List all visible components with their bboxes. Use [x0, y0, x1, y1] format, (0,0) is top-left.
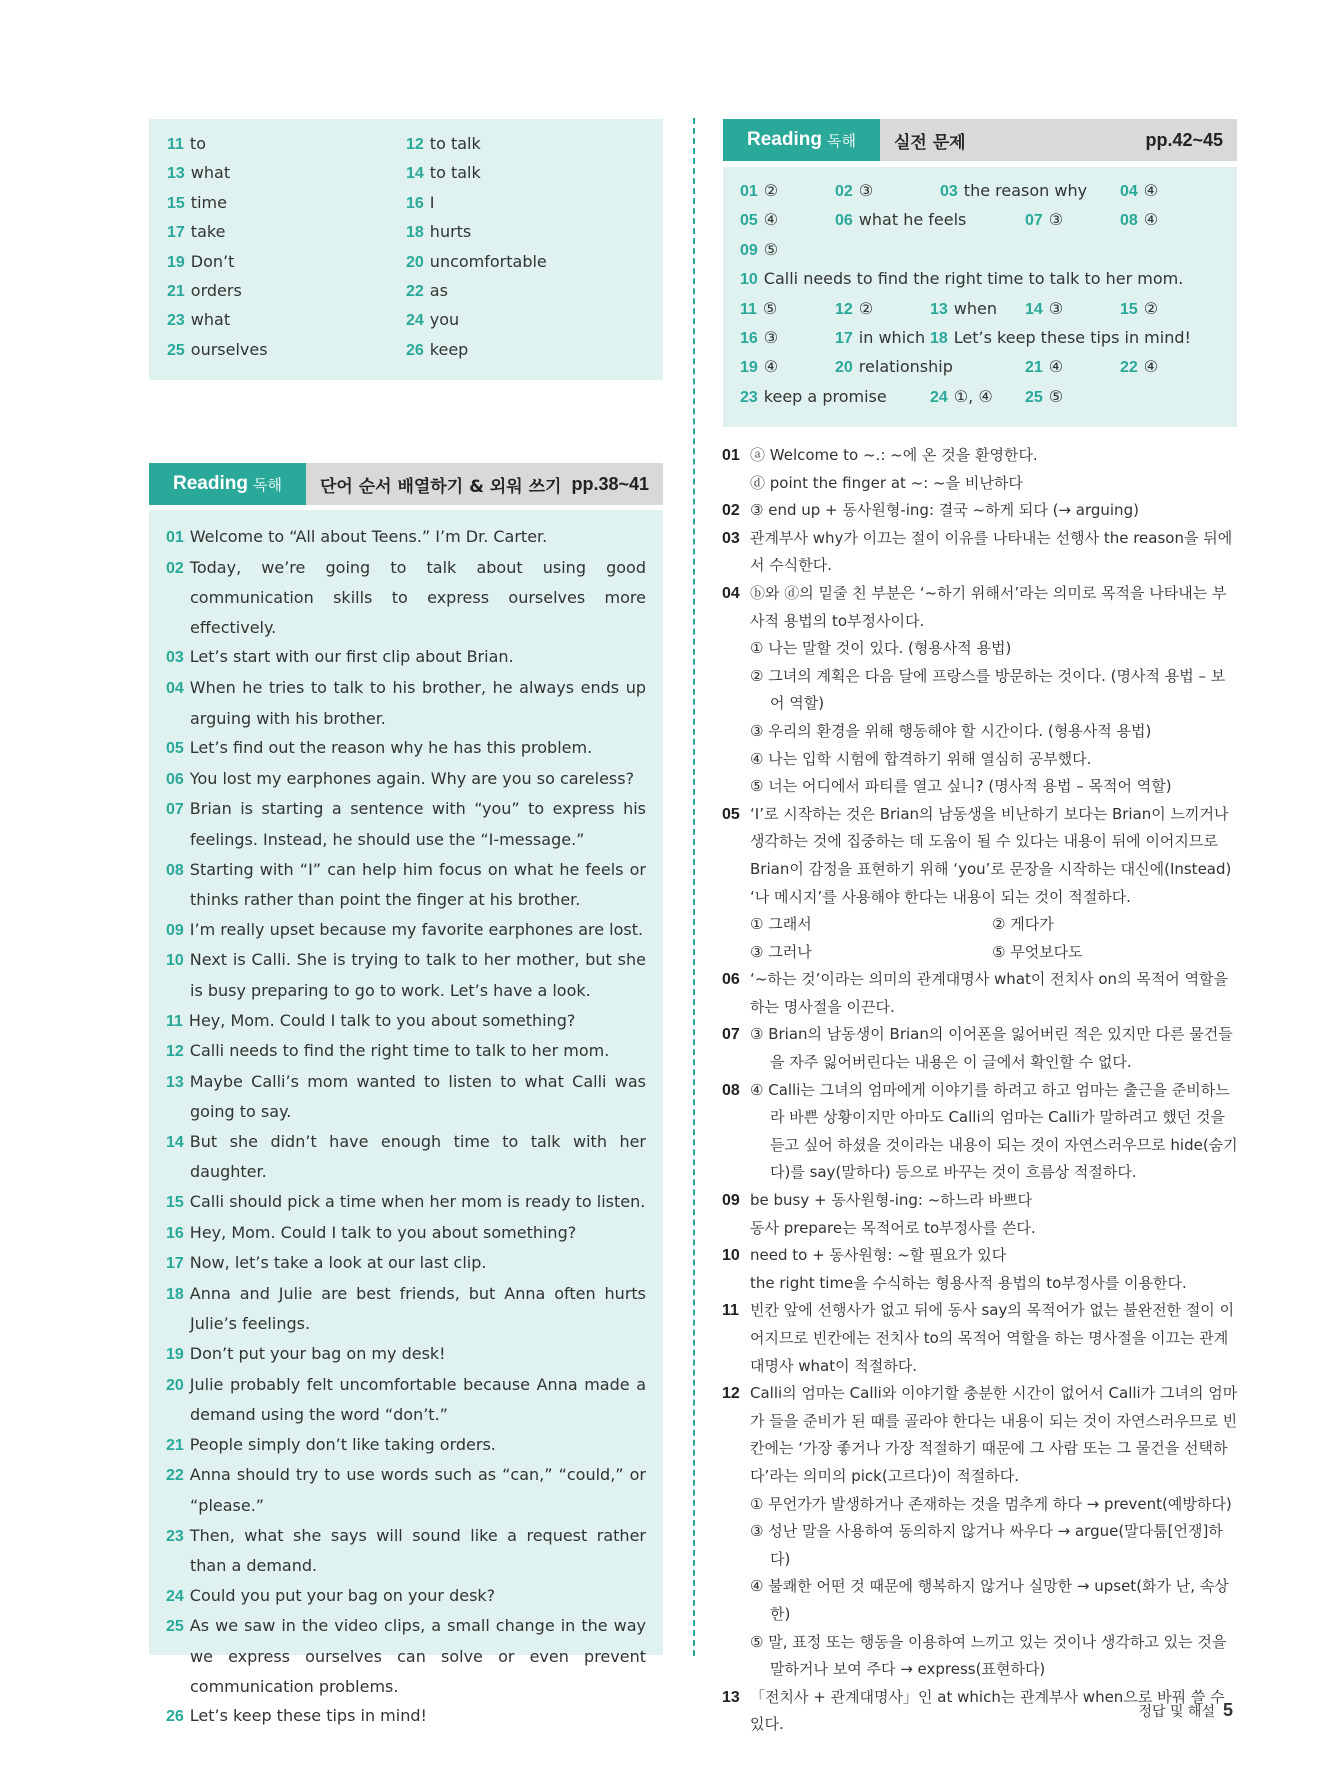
- answer-number: 13: [167, 165, 185, 183]
- explanation-body: [750, 801, 1238, 967]
- explanation-number: 08: [722, 1081, 740, 1099]
- answer-text: time: [190, 192, 227, 212]
- item-text: Calli needs to find the right time to talk to her mom.: [189, 1041, 610, 1061]
- explanation-line: 빈칸 앞에 선행사가 없고 뒤에 동사 say의 목적어가 없는 불완전한 절이 이어지므로 빈칸에는 전치사 to의 목적어 역할을 하는 명사절을 이끄는 관계대명사 what이 적절하다.: [750, 1301, 1235, 1375]
- explanation-line: 동사 prepare는 목적어로 to부정사를 쓴다.: [750, 1218, 1036, 1237]
- answer-item: [835, 298, 873, 321]
- explanation-item: [722, 442, 1238, 497]
- item-number: 14: [166, 1133, 184, 1151]
- reading-tag-sub: 독해: [252, 475, 282, 494]
- item-text: Could you put your bag on your desk?: [189, 1585, 496, 1605]
- reading-item: [166, 1430, 646, 1461]
- item-number: 05: [166, 740, 184, 758]
- explanation-line: 관계부사 why가 이끄는 절이 이유를 나타내는 선행사 the reason을 뒤에서 수식한다.: [750, 528, 1233, 575]
- reading-item: [166, 1339, 646, 1370]
- answer-number: 15: [1120, 300, 1138, 318]
- answer-number: 07: [1025, 212, 1043, 230]
- item-text: Brian is starting a sentence with “you” to express his feelings. Instead, he should use the “I-message.”: [189, 799, 646, 849]
- answer-number: 26: [406, 341, 424, 359]
- answer-item: [930, 327, 1191, 350]
- answer-text: relationship: [858, 357, 953, 377]
- answer-text: what: [190, 163, 231, 183]
- answer-item: [167, 221, 225, 243]
- explanation-line: ‘I’로 시작하는 것은 Brian의 남동생을 비난하기 보다는 Brian이 느끼거나 생각하는 것에 집중하는 데 도움이 될 수 있다는 내용이 뒤에 이어지므로 Brian이 감정을 표현하기 위해 ‘you’로 문장을 시작하는 대신에(Instead) ‘나 메시지’를 사용해야 한다는 내용이 되는 것이 적절하다.: [750, 804, 1232, 906]
- reading-item: [166, 1611, 646, 1701]
- answer-number: 12: [406, 136, 424, 153]
- answer-item: [167, 251, 234, 273]
- answer-item: [1025, 356, 1063, 379]
- explanation-option: ⑤ 너는 어디에서 파티를 열고 싶니? (명사적 용법 – 목적어 역할): [750, 777, 1172, 796]
- item-number: 08: [166, 861, 184, 879]
- reading-item: [166, 553, 646, 643]
- left-section-header: [149, 463, 663, 505]
- section-pages: pp.42~45: [1145, 129, 1223, 150]
- explanation-option: ④ 불쾌한 어떤 것 때문에 행복하지 않거나 실망한 → upset(화가 난, 속상한): [750, 1577, 1229, 1623]
- answer-number: 20: [406, 253, 424, 271]
- answer-item: [740, 356, 778, 379]
- answer-text: ourselves: [190, 339, 268, 359]
- item-number: 15: [166, 1194, 184, 1212]
- answer-item: [835, 209, 966, 232]
- reading-item: [166, 1036, 646, 1067]
- answer-number: 25: [167, 341, 185, 359]
- item-text: Starting with “I” can help him focus on what he feels or thinks rather than point the finger at his brother.: [189, 859, 646, 910]
- answer-number: 02: [835, 183, 853, 200]
- item-text: Maybe Calli’s mom wanted to listen to what Calli was going to say.: [189, 1071, 646, 1122]
- item-number: 04: [166, 679, 184, 697]
- reading-item: [166, 642, 646, 673]
- explanation-option: ⑤ 무엇보다도: [992, 942, 1083, 961]
- answer-text: keep a promise: [763, 386, 887, 406]
- explanation-number: 05: [722, 805, 740, 823]
- item-text: Anna and Julie are best friends, but Anna often hurts Julie’s feelings.: [189, 1283, 646, 1334]
- section-title: 실전 문제: [893, 132, 966, 153]
- explanation-line: ⓐ Welcome to ~.: ~에 온 것을 환영한다.: [750, 446, 1038, 464]
- answer-item: [406, 309, 459, 331]
- answer-item: [1120, 298, 1158, 321]
- explanation-option: ① 그래서: [750, 915, 812, 934]
- answer-number: 05: [740, 212, 758, 230]
- item-text: When he tries to talk to his brother, he always ends up arguing with his brother.: [189, 677, 646, 728]
- answer-item: [835, 180, 873, 203]
- explanation-number: 13: [722, 1688, 740, 1706]
- answer-text: ④: [763, 357, 779, 377]
- answer-number: 22: [1120, 359, 1138, 377]
- reading-tag-label: Reading: [747, 129, 822, 150]
- item-text: Then, what she says will sound like a request rather than a demand.: [189, 1525, 646, 1576]
- explanation-item: [722, 1077, 1238, 1187]
- reading-tag: [149, 463, 306, 505]
- explanation-item: [722, 1380, 1238, 1684]
- explanation-option: ③ 우리의 환경을 위해 행동해야 할 시간이다. (형용사적 용법): [750, 721, 1152, 740]
- section-pages: pp.38~41: [571, 473, 649, 494]
- answer-number: 19: [167, 253, 185, 271]
- answer-number: 14: [1025, 300, 1043, 318]
- reading-item: [166, 1701, 646, 1732]
- item-number: 10: [166, 952, 184, 970]
- page-number: 5: [1222, 1700, 1233, 1720]
- reading-item: [166, 1006, 646, 1037]
- answer-text: ①, ④: [953, 386, 993, 406]
- item-text: Don’t put your bag on my desk!: [189, 1344, 446, 1364]
- answer-text: to talk: [429, 163, 481, 183]
- answer-item: [406, 192, 435, 214]
- item-number: 07: [166, 801, 184, 819]
- answer-text: ③: [1048, 298, 1064, 318]
- answer-number: 17: [167, 224, 185, 242]
- explanation-item: [722, 966, 1238, 1021]
- reading-tag: [723, 119, 880, 161]
- explanation-number: 09: [722, 1192, 740, 1210]
- item-text: Now, let’s take a look at our last clip.: [189, 1253, 487, 1273]
- item-number: 11: [166, 1012, 183, 1030]
- item-text: Anna should try to use words such as “can,” “could,” or “please.”: [189, 1465, 646, 1515]
- answer-text: when: [953, 298, 998, 318]
- top-answers: [149, 119, 663, 380]
- item-number: 02: [166, 559, 184, 577]
- answer-number: 18: [930, 330, 948, 347]
- answer-item: [930, 298, 997, 321]
- answer-item: [406, 162, 481, 184]
- item-text: Hey, Mom. Could I talk to you about something?: [188, 1010, 576, 1030]
- explanation-option: ① 무언가가 발생하거나 존재하는 것을 멈추게 하다 → prevent(예방하다): [750, 1494, 1232, 1513]
- item-number: 12: [166, 1043, 184, 1061]
- item-text: Today, we’re going to talk about using good communication skills to express ourselves more effectively.: [189, 557, 646, 637]
- explanation-line: 「전치사 + 관계대명사」인 at which는 관계부사 when으로 바꿔 쓸 수 있다.: [750, 1687, 1225, 1734]
- item-text: People simply don’t like taking orders.: [189, 1434, 496, 1454]
- explanation-line: ⓑ와 ⓓ의 밑줄 친 부분은 ‘~하기 위해서’라는 의미로 목적을 나타내는 부사적 용법의 to부정사이다.: [750, 583, 1227, 630]
- reading-item: [166, 1581, 646, 1612]
- item-text: Let’s find out the reason why he has this problem.: [189, 738, 593, 758]
- item-text: You lost my earphones again. Why are you so careless?: [189, 768, 635, 788]
- explanation-number: 12: [722, 1385, 740, 1403]
- item-number: 03: [166, 649, 184, 667]
- answer-text: Don’t: [190, 251, 235, 271]
- reading-item: [166, 1521, 646, 1581]
- answer-number: 23: [740, 388, 758, 406]
- answer-item: [940, 180, 1087, 203]
- answer-text: ⑤: [762, 298, 778, 318]
- answer-number: 09: [740, 241, 758, 259]
- answer-text: ④: [763, 210, 779, 230]
- explanation-number: 06: [722, 971, 740, 989]
- answer-number: 14: [406, 165, 424, 183]
- answer-number: 08: [1120, 212, 1138, 230]
- reading-item: [166, 794, 646, 854]
- item-number: 18: [166, 1285, 184, 1303]
- item-number: 20: [166, 1376, 184, 1394]
- reading-item: [166, 733, 646, 764]
- item-number: 24: [166, 1587, 184, 1605]
- answer-text: uncomfortable: [429, 251, 547, 271]
- answer-item: [835, 356, 953, 379]
- footer-label: 정답 및 해설: [1138, 1704, 1215, 1720]
- answer-item: [406, 221, 471, 243]
- item-text: Next is Calli. She is trying to talk to her mother, but she is busy preparing to go to work. Let’s have a look.: [189, 950, 646, 1000]
- answer-text: what: [190, 310, 231, 330]
- explanation-body: [750, 442, 1238, 497]
- explanation-option: ④ 나는 입학 시험에 합격하기 위해 열심히 공부했다.: [750, 749, 1092, 768]
- page-footer: [1138, 1700, 1233, 1721]
- answer-number: 11: [167, 136, 184, 153]
- answer-text: in which: [858, 328, 926, 347]
- answer-text: I: [429, 192, 435, 212]
- explanation-line: ③ end up + 동사원형-ing: 결국 ~하게 되다 (→ arguing): [750, 501, 1139, 520]
- explanation-line: be busy + 동사원형-ing: ~하느라 바쁘다: [750, 1191, 1033, 1210]
- answer-item: [1120, 209, 1158, 232]
- explanation-option: ⑤ 말, 표정 또는 행동을 이용하여 느끼고 있는 것이나 생각하고 있는 것을 말하거나 보여 주다 → express(표현하다): [750, 1632, 1227, 1679]
- answer-text: ③: [858, 181, 874, 200]
- explanation-option: ③ 성난 말을 사용하여 동의하지 않거나 싸우다 → argue(말다툼[언쟁]하다): [750, 1522, 1223, 1568]
- answer-number: 21: [167, 283, 185, 300]
- item-text: Let’s keep these tips in mind!: [189, 1706, 427, 1726]
- explanation-item: [722, 801, 1238, 967]
- answer-number: 18: [406, 224, 424, 242]
- item-number: 19: [166, 1346, 184, 1364]
- item-text: Welcome to “All about Teens.” I’m Dr. Carter.: [189, 527, 548, 546]
- reading-item: [166, 1279, 646, 1339]
- answer-text: keep: [429, 339, 469, 359]
- answer-number: 12: [835, 300, 853, 318]
- answer-number: 10: [740, 271, 758, 289]
- item-number: 22: [166, 1467, 184, 1485]
- item-number: 13: [166, 1073, 184, 1091]
- explanation-line: ⓓ point the finger at ~: ~을 비난하다: [750, 473, 1023, 492]
- answer-item: [1120, 180, 1158, 203]
- explanation-option-row: [750, 911, 1238, 939]
- explanation-item: [722, 497, 1238, 525]
- reading-tag-sub: 독해: [826, 131, 856, 150]
- explanation-body: [750, 525, 1238, 580]
- explanation-number: 03: [722, 529, 740, 547]
- answer-item: [167, 309, 230, 331]
- explanation-line: ‘~하는 것’이라는 의미의 관계대명사 what이 전치사 on의 목적어 역할을 하는 명사절을 이끈다.: [750, 970, 1229, 1016]
- answer-item: [406, 133, 481, 155]
- answer-text: ③: [763, 328, 779, 347]
- answer-item: [167, 162, 230, 184]
- answer-item: [740, 298, 777, 321]
- explanation-item: [722, 1187, 1238, 1242]
- item-text: I’m really upset because my favorite earphones are lost.: [189, 919, 644, 939]
- answer-text: to: [189, 134, 206, 153]
- answer-number: 01: [740, 183, 758, 200]
- answer-item: [835, 327, 925, 350]
- reading-item: [166, 522, 646, 553]
- answer-text: ②: [1143, 298, 1159, 318]
- answer-text: ④: [1143, 210, 1159, 230]
- explanation-number: 11: [722, 1302, 739, 1320]
- reading-tag-label: Reading: [173, 473, 248, 494]
- answer-item: [406, 280, 448, 302]
- item-text: As we saw in the video clips, a small change in the way we express ourselves can solve or even prevent communication problems.: [189, 1616, 646, 1696]
- explanation-item: [722, 1242, 1238, 1297]
- reading-item: [166, 764, 646, 795]
- answer-number: 24: [930, 388, 948, 406]
- answer-text: orders: [190, 281, 242, 300]
- item-text: Calli should pick a time when her mom is ready to listen.: [189, 1192, 646, 1212]
- reading-item: [166, 855, 646, 915]
- explanation-line: the right time을 수식하는 형용사적 용법의 to부정사를 이용한다.: [750, 1273, 1187, 1292]
- item-text: Julie probably felt uncomfortable because Anna made a demand using the word “don’t.”: [189, 1374, 646, 1425]
- answer-text: to talk: [429, 134, 481, 153]
- answer-number: 19: [740, 359, 758, 377]
- answer-item: [740, 180, 778, 203]
- answer-item: [1025, 209, 1063, 232]
- explanation-number: 10: [722, 1247, 740, 1265]
- answer-text: Let’s keep these tips in mind!: [953, 328, 1191, 347]
- explanation-number: 07: [722, 1026, 740, 1044]
- explanation-item: [722, 580, 1238, 801]
- explanation-option: ① 나는 말할 것이 있다. (형용사적 용법): [750, 639, 1012, 658]
- answer-item: [406, 251, 547, 273]
- answer-number: 16: [406, 194, 424, 212]
- answer-item: [167, 133, 206, 155]
- reading-item: [166, 1460, 646, 1520]
- answer-number: 11: [740, 300, 757, 318]
- answer-number: 21: [1025, 359, 1043, 377]
- answer-text: ②: [858, 298, 874, 318]
- reading-item: [166, 1187, 646, 1218]
- answer-text: ④: [1143, 357, 1159, 377]
- reading-list: [166, 522, 646, 1732]
- answer-number: 25: [1025, 388, 1043, 406]
- explanation-number: 02: [722, 502, 740, 520]
- item-number: 01: [166, 529, 184, 546]
- section-title: 단어 순서 배열하기 & 외워 쓰기: [319, 476, 562, 497]
- answer-item: [740, 327, 778, 350]
- answer-number: 06: [835, 212, 853, 230]
- explanation-number: 01: [722, 447, 740, 464]
- item-number: 21: [166, 1436, 184, 1454]
- answer-text: you: [429, 310, 460, 330]
- answer-item: [1025, 386, 1063, 409]
- answer-text: as: [429, 281, 448, 300]
- answer-text: the reason why: [963, 181, 1088, 200]
- explanation-option: ③ 그러나: [750, 942, 812, 961]
- answer-text: take: [190, 222, 226, 242]
- item-number: 26: [166, 1708, 184, 1726]
- answer-number: 20: [835, 359, 853, 377]
- answer-item: [167, 192, 227, 214]
- answer-item: [740, 386, 887, 409]
- answer-text: what he feels: [858, 210, 967, 230]
- answer-number: 23: [167, 312, 185, 330]
- reading-item: [166, 945, 646, 1005]
- explanation-option: ② 그녀의 계획은 다음 달에 프랑스를 방문하는 것이다. (명사적 용법 – 보어 역할): [750, 666, 1226, 713]
- item-number: 09: [166, 921, 184, 939]
- answer-number: 03: [940, 183, 958, 200]
- explanation-option-row: [750, 939, 1238, 967]
- answer-number: 17: [835, 330, 853, 347]
- answer-item: [1120, 356, 1158, 379]
- answer-item: [930, 386, 993, 409]
- explanation-body: [750, 966, 1238, 1021]
- explanation-body: [750, 497, 1238, 525]
- answer-number: 22: [406, 283, 424, 300]
- explanation-body: [750, 1242, 1238, 1297]
- answer-text: ③: [1048, 210, 1064, 230]
- answer-item: [740, 239, 778, 262]
- item-number: 17: [166, 1255, 184, 1273]
- explanation-body: [750, 1021, 1238, 1076]
- reading-item: [166, 915, 646, 946]
- answer-item: [1025, 298, 1063, 321]
- explanation-body: [750, 580, 1238, 801]
- answer-item: [167, 280, 242, 302]
- reading-item: [166, 1248, 646, 1279]
- reading-item: [166, 1370, 646, 1430]
- explanation-body: [750, 1077, 1238, 1187]
- column-divider: [693, 118, 695, 1656]
- answer-text: ⑤: [763, 239, 779, 259]
- explanation-item: [722, 1021, 1238, 1076]
- item-number: 16: [166, 1224, 184, 1242]
- reading-item: [166, 673, 646, 733]
- answer-item: [406, 339, 468, 361]
- answer-number: 24: [406, 312, 424, 330]
- answer-item: [740, 268, 1183, 291]
- explanation-line: Calli의 엄마는 Calli와 이야기할 충분한 시간이 없어서 Calli가 그녀의 엄마가 들을 준비가 된 때를 골라야 한다는 내용이 되는 것이 자연스러우므로 빈칸에는 ‘가장 좋거나 가장 적절하기 때문에 그 사람 또는 그 물건을 선택하다’라는 의미의 pick(고르다)이 적절하다.: [750, 1384, 1238, 1485]
- explanation-line: need to + 동사원형: ~할 필요가 있다: [750, 1246, 1007, 1265]
- item-text: Hey, Mom. Could I talk to you about something?: [189, 1222, 577, 1242]
- answer-item: [740, 209, 778, 232]
- explanation-option: ④ Calli는 그녀의 엄마에게 이야기를 하려고 하고 엄마는 출근을 준비하느라 바쁜 상황이지만 아마도 Calli의 엄마는 Calli가 말하려고 했던 것을 듣고 싶어 하셨을 것이라는 내용이 되는 것이 자연스러우므로 hide(숨기다)를 say(말하다) 등으로 바꾸는 것이 흐름상 적절하다.: [750, 1080, 1238, 1182]
- answer-number: 16: [740, 330, 758, 347]
- answer-text: ④: [1143, 181, 1159, 200]
- explanation-option: ② 게다가: [992, 915, 1054, 934]
- reading-item: [166, 1218, 646, 1249]
- answer-number: 13: [930, 300, 948, 318]
- answer-text: ④: [1048, 357, 1064, 377]
- answer-text: ②: [763, 181, 779, 200]
- reading-item: [166, 1067, 646, 1127]
- answer-number: 04: [1120, 183, 1138, 200]
- explanation-body: [750, 1187, 1238, 1242]
- reading-item: [166, 1127, 646, 1187]
- right-section-header: [723, 119, 1237, 161]
- explanation-body: [750, 1297, 1238, 1380]
- item-number: 06: [166, 770, 184, 788]
- explanation-number: 04: [722, 584, 740, 602]
- explanation-item: [722, 1297, 1238, 1380]
- explanation-body: [750, 1380, 1238, 1684]
- item-number: 25: [166, 1618, 184, 1636]
- item-text: Let’s start with our first clip about Brian.: [189, 647, 514, 667]
- answer-text: ⑤: [1048, 386, 1064, 406]
- item-number: 23: [166, 1527, 184, 1545]
- explanation-option: ③ Brian의 남동생이 Brian의 이어폰을 잃어버린 적은 있지만 다른 물건들을 자주 잃어버린다는 내용은 이 글에서 확인할 수 없다.: [750, 1025, 1233, 1072]
- answer-item: [167, 339, 268, 361]
- answer-text: Calli needs to find the right time to talk to her mom.: [763, 269, 1184, 289]
- answer-number: 15: [167, 194, 185, 212]
- explanations: [722, 442, 1238, 1739]
- item-text: But she didn’t have enough time to talk with her daughter.: [189, 1131, 646, 1182]
- answer-text: hurts: [429, 222, 472, 242]
- explanation-item: [722, 525, 1238, 580]
